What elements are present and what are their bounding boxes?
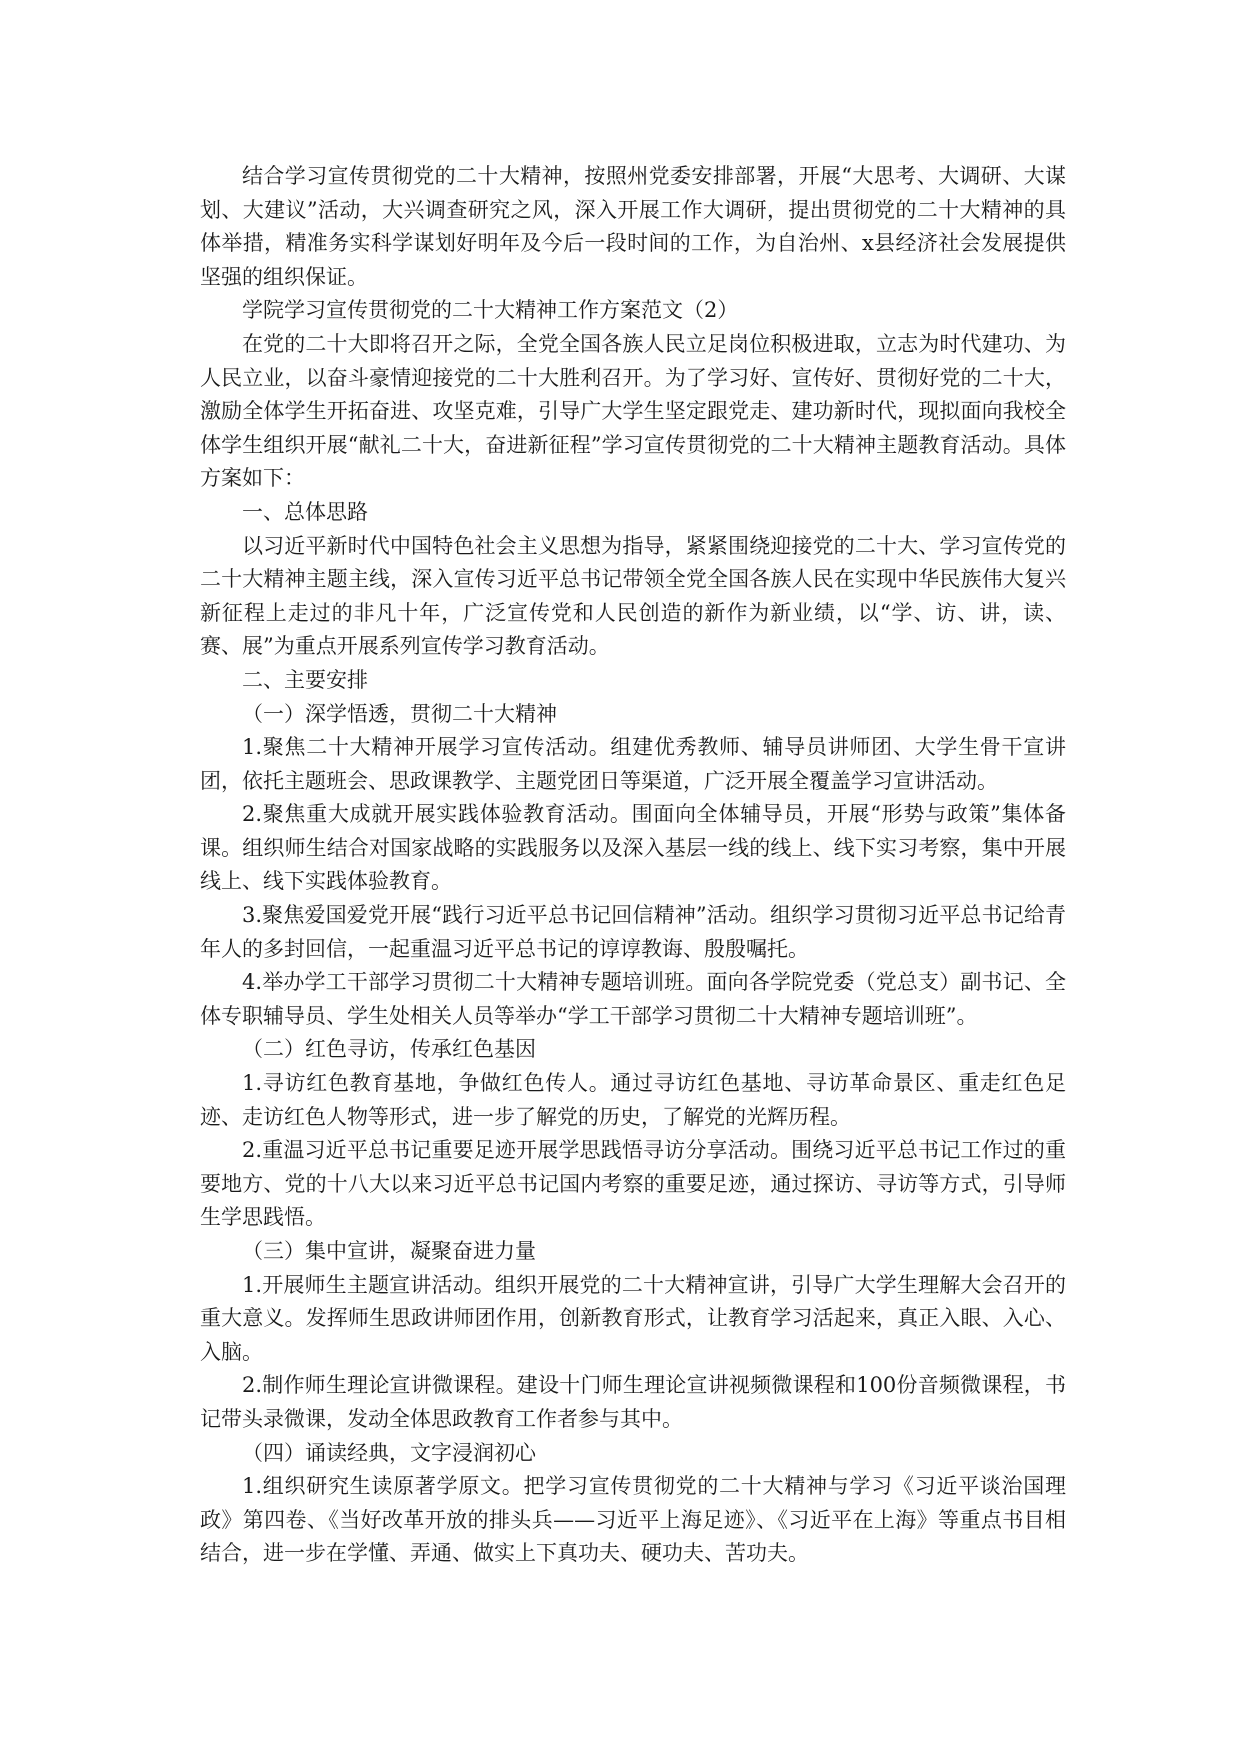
list-item: 2.重温习近平总书记重要足迹开展学思践悟寻访分享活动。围绕习近平总书记工作过的重要地方、党的十八大以来习近平总书记国内考察的重要足迹，通过探访、寻访等方式，引导师生学思践悟。	[200, 1138, 1066, 1230]
section-heading-main-arrangements: 二、主要安排	[242, 667, 368, 692]
paragraph-preamble: 在党的二十大即将召开之际，全党全国各族人民立足岗位积极进取，立志为时代建功、为人民立业，以奋斗豪情迎接党的二十大胜利召开。为了学习好、宣传好、贯彻好党的二十大，激励全体学生开拓奋进、攻坚克难，引导广大学生坚定跟党走、建功新时代，现拟面向我校全体学生组织开展“献礼二十大，奋进新征程”学习宣传贯彻党的二十大精神主题教育活动。具体方案如下：	[200, 331, 1066, 491]
subsection-heading-4: （四）诵读经典，文字浸润初心	[242, 1440, 536, 1465]
section-heading-overall-approach: 一、总体思路	[242, 499, 368, 524]
list-item: 2.制作师生理论宣讲微课程。建设十门师生理论宣讲视频微课程和100份音频微课程，书记带头录微课，发动全体思政教育工作者参与其中。	[200, 1373, 1066, 1431]
list-item: 4.举办学工干部学习贯彻二十大精神专题培训班。面向各学院党委（党总支）副书记、全体专职辅导员、学生处相关人员等举办“学工干部学习贯彻二十大精神专题培训班”。	[200, 970, 1066, 1028]
list-item: 1.聚焦二十大精神开展学习宣传活动。组建优秀教师、辅导员讲师团、大学生骨干宣讲团，依托主题班会、思政课教学、主题党团日等渠道，广泛开展全覆盖学习宣讲活动。	[200, 735, 1066, 793]
subsection-heading-1: （一）深学悟透，贯彻二十大精神	[242, 701, 557, 726]
list-item: 2.聚焦重大成就开展实践体验教育活动。围面向全体辅导员，开展“形势与政策”集体备课。组织师生结合对国家战略的实践服务以及深入基层一线的线上、线下实习考察，集中开展线上、线下实践体验教育。	[200, 802, 1066, 894]
document-page	[200, 160, 1066, 1571]
subsection-heading-3: （三）集中宣讲，凝聚奋进力量	[242, 1239, 536, 1263]
list-item: 1.开展师生主题宣讲活动。组织开展党的二十大精神宣讲，引导广大学生理解大会召开的重大意义。发挥师生思政讲师团作用，创新教育形式，让教育学习活起来，真正入眼、入心、入脑。	[200, 1272, 1066, 1364]
list-item: 1.组织研究生读原著学原文。把学习宣传贯彻党的二十大精神与学习《习近平谈治国理政》第四卷、《当好改革开放的排头兵——习近平上海足迹》、《习近平在上海》等重点书目相结合，进一步在学懂、弄通、做实上下真功夫、硬功夫、苦功夫。	[200, 1474, 1066, 1566]
subsection-heading-2: （二）红色寻访，传承红色基因	[242, 1037, 536, 1062]
paragraph-intro-conclusion: 结合学习宣传贯彻党的二十大精神，按照州党委安排部署，开展“大思考、大调研、大谋划、大建议”活动，大兴调查研究之风，深入开展工作大调研，提出贯彻党的二十大精神的具体举措，精准务实科学谋划好明年及今后一段时间的工作，为自治州、x县经济社会发展提供坚强的组织保证。	[200, 164, 1066, 289]
document-subtitle: 学院学习宣传贯彻党的二十大精神工作方案范文（2）	[242, 298, 739, 323]
list-item: 1.寻访红色教育基地，争做红色传人。通过寻访红色基地、寻访革命景区、重走红色足迹、走访红色人物等形式，进一步了解党的历史，了解党的光辉历程。	[200, 1071, 1066, 1129]
list-item: 3.聚焦爱国爱党开展“践行习近平总书记回信精神”活动。组织学习贯彻习近平总书记给青年人的多封回信，一起重温习近平总书记的谆谆教诲、殷殷嘱托。	[200, 903, 1066, 961]
paragraph-overall-approach: 以习近平新时代中国特色社会主义思想为指导，紧紧围绕迎接党的二十大、学习宣传党的二十大精神主题主线，深入宣传习近平总书记带领全党全国各族人民在实现中华民族伟大复兴新征程上走过的非凡十年，广泛宣传党和人民创造的新作为新业绩，以“学、访、讲，读、赛、展”为重点开展系列宣传学习教育活动。	[200, 533, 1066, 659]
